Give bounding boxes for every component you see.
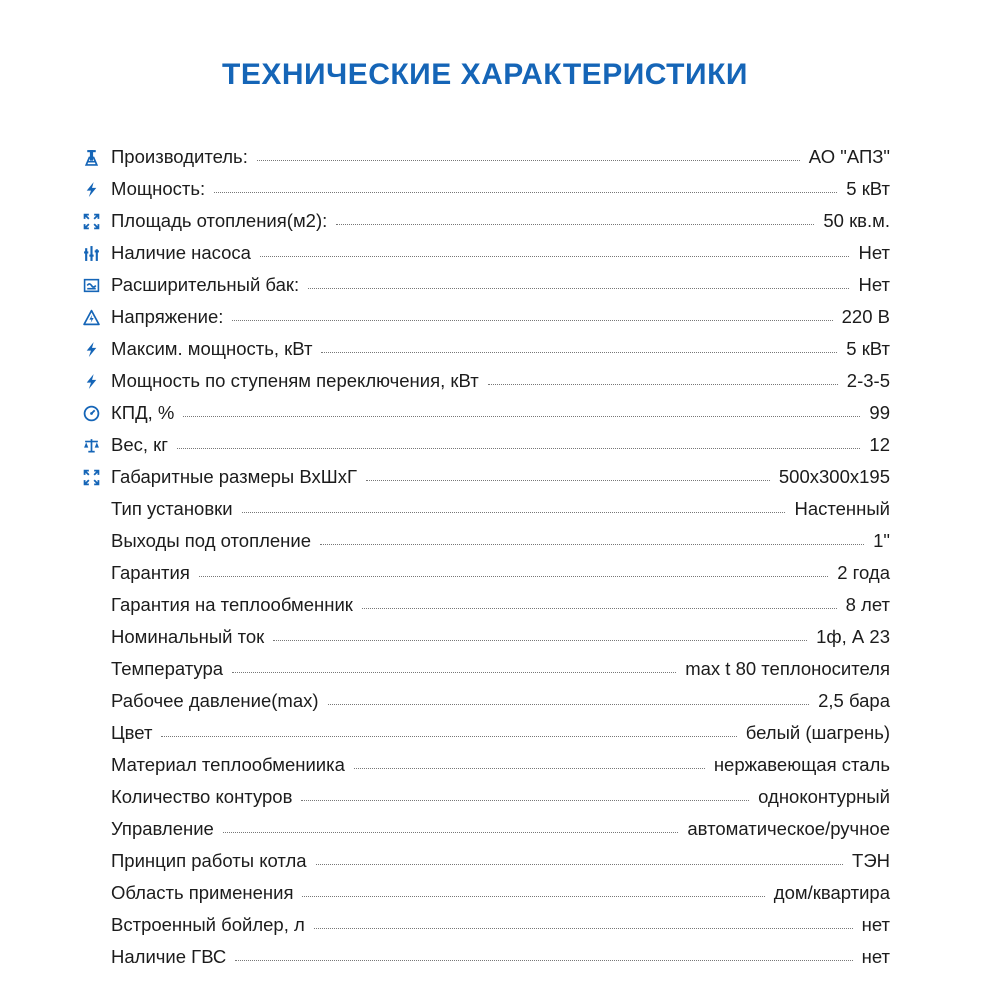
spec-label: Максим. мощность, кВт: [111, 338, 313, 359]
spec-label: Наличие насоса: [111, 242, 251, 263]
spec-value: 2-3-5: [846, 370, 890, 391]
spec-label: Материал теплообмениика: [111, 754, 345, 775]
voltage-warning-icon: [80, 306, 102, 328]
dotted-leader: [354, 768, 705, 769]
spec-label: Количество контуров: [111, 786, 293, 807]
dotted-leader: [214, 192, 837, 193]
spec-value: Нет: [858, 242, 890, 263]
expand-arrows-icon: [80, 210, 102, 232]
dotted-leader: [366, 480, 770, 481]
spec-row: [80, 781, 890, 813]
spec-value: дом/квартира: [773, 882, 890, 903]
spec-label: Напряжение:: [111, 306, 224, 327]
spec-value: Настенный: [794, 498, 890, 519]
spec-value: max t 80 теплоносителя: [685, 658, 890, 679]
dotted-leader: [161, 736, 736, 737]
spec-label: Гарантия на теплообменник: [111, 594, 353, 615]
spec-row: [80, 941, 890, 973]
spec-label: Площадь отопления(м2):: [111, 210, 328, 231]
spec-value: автоматическое/ручное: [687, 818, 890, 839]
spec-row: [80, 845, 890, 877]
spec-row: [80, 429, 890, 461]
spec-value: 2 года: [837, 562, 890, 583]
dotted-leader: [257, 160, 800, 161]
spec-label: Встроенный бойлер, л: [111, 914, 305, 935]
spec-row: [80, 301, 890, 333]
spec-value: 2,5 бара: [818, 690, 890, 711]
spec-row: [80, 717, 890, 749]
dotted-leader: [232, 672, 676, 673]
dotted-leader: [242, 512, 786, 513]
spec-row: [80, 365, 890, 397]
spec-row: [80, 813, 890, 845]
dotted-leader: [177, 448, 860, 449]
spec-value: 50 кв.м.: [823, 210, 890, 231]
page-title: ТЕХНИЧЕСКИЕ ХАРАКТЕРИСТИКИ: [222, 58, 748, 91]
spec-label: Область применения: [111, 882, 294, 903]
gauge-icon: [80, 402, 102, 424]
dotted-leader: [183, 416, 860, 417]
dotted-leader: [235, 960, 852, 961]
dotted-leader: [301, 800, 749, 801]
dotted-leader: [316, 864, 844, 865]
spec-label: Габаритные размеры ВхШхГ: [111, 466, 357, 487]
spec-row: [80, 621, 890, 653]
spec-value: 1": [873, 530, 890, 551]
spec-row: [80, 397, 890, 429]
spec-label: Номинальный ток: [111, 626, 265, 647]
spec-label: Расширительный бак:: [111, 274, 300, 295]
spec-label: Выходы под отопление: [111, 530, 312, 551]
lightning-icon: [80, 178, 102, 200]
dotted-leader: [320, 544, 864, 545]
dotted-leader: [336, 224, 814, 225]
spec-label: Рабочее давление(max): [111, 690, 319, 711]
spec-row: [80, 557, 890, 589]
spec-label: Цвет: [111, 722, 153, 743]
spec-label: КПД, %: [111, 402, 175, 423]
spec-label: Гарантия: [111, 562, 190, 583]
dotted-leader: [328, 704, 810, 705]
spec-label: Мощность:: [111, 178, 206, 199]
spec-row: [80, 237, 890, 269]
spec-value: 5 кВт: [846, 338, 890, 359]
spec-value: ТЭН: [852, 850, 890, 871]
spec-row: [80, 173, 890, 205]
spec-row: [80, 877, 890, 909]
spec-value: 1ф, А 23: [816, 626, 890, 647]
spec-row: [80, 141, 890, 173]
dotted-leader: [232, 320, 832, 321]
spec-row: [80, 461, 890, 493]
spec-label: Температура: [111, 658, 224, 679]
spec-value: 12: [869, 434, 890, 455]
spec-value: 5 кВт: [846, 178, 890, 199]
dotted-leader: [321, 352, 837, 353]
spec-row: [80, 909, 890, 941]
spec-value: нержавеющая сталь: [713, 754, 890, 775]
dotted-leader: [273, 640, 807, 641]
spec-value: 220 В: [841, 306, 890, 327]
spec-row: [80, 333, 890, 365]
spec-row: [80, 653, 890, 685]
dotted-leader: [260, 256, 850, 257]
spec-row: [80, 685, 890, 717]
spec-row: [80, 525, 890, 557]
spec-label: Мощность по ступеням переключения, кВт: [111, 370, 479, 391]
dotted-leader: [199, 576, 828, 577]
spec-value: одноконтурный: [758, 786, 890, 807]
dotted-leader: [488, 384, 838, 385]
lightning-icon: [80, 338, 102, 360]
spec-value: 500x300x195: [778, 466, 890, 487]
spec-value: белый (шагрень): [745, 722, 890, 743]
factory-icon: [80, 146, 102, 168]
spec-row: [80, 589, 890, 621]
pump-icon: [80, 242, 102, 264]
spec-label: Вес, кг: [111, 434, 168, 455]
dotted-leader: [314, 928, 853, 929]
spec-value: 8 лет: [845, 594, 890, 615]
spec-value: 99: [869, 402, 890, 423]
spec-row: [80, 749, 890, 781]
spec-label: Наличие ГВС: [111, 946, 227, 967]
lightning-icon: [80, 370, 102, 392]
dotted-leader: [223, 832, 679, 833]
spec-label: Тип установки: [111, 498, 233, 519]
spec-value: АО "АПЗ": [808, 146, 890, 167]
specs-list: [80, 141, 890, 973]
spec-label: Управление: [111, 818, 214, 839]
dotted-leader: [362, 608, 837, 609]
scales-icon: [80, 434, 102, 456]
spec-label: Принцип работы котла: [111, 850, 307, 871]
spec-row: [80, 493, 890, 525]
dotted-leader: [302, 896, 764, 897]
spec-row: [80, 269, 890, 301]
spec-row: [80, 205, 890, 237]
tank-icon: [80, 274, 102, 296]
spec-value: нет: [861, 946, 890, 967]
expand-arrows-icon: [80, 466, 102, 488]
spec-value: Нет: [858, 274, 890, 295]
spec-label: Производитель:: [111, 146, 248, 167]
spec-value: нет: [861, 914, 890, 935]
dotted-leader: [308, 288, 849, 289]
